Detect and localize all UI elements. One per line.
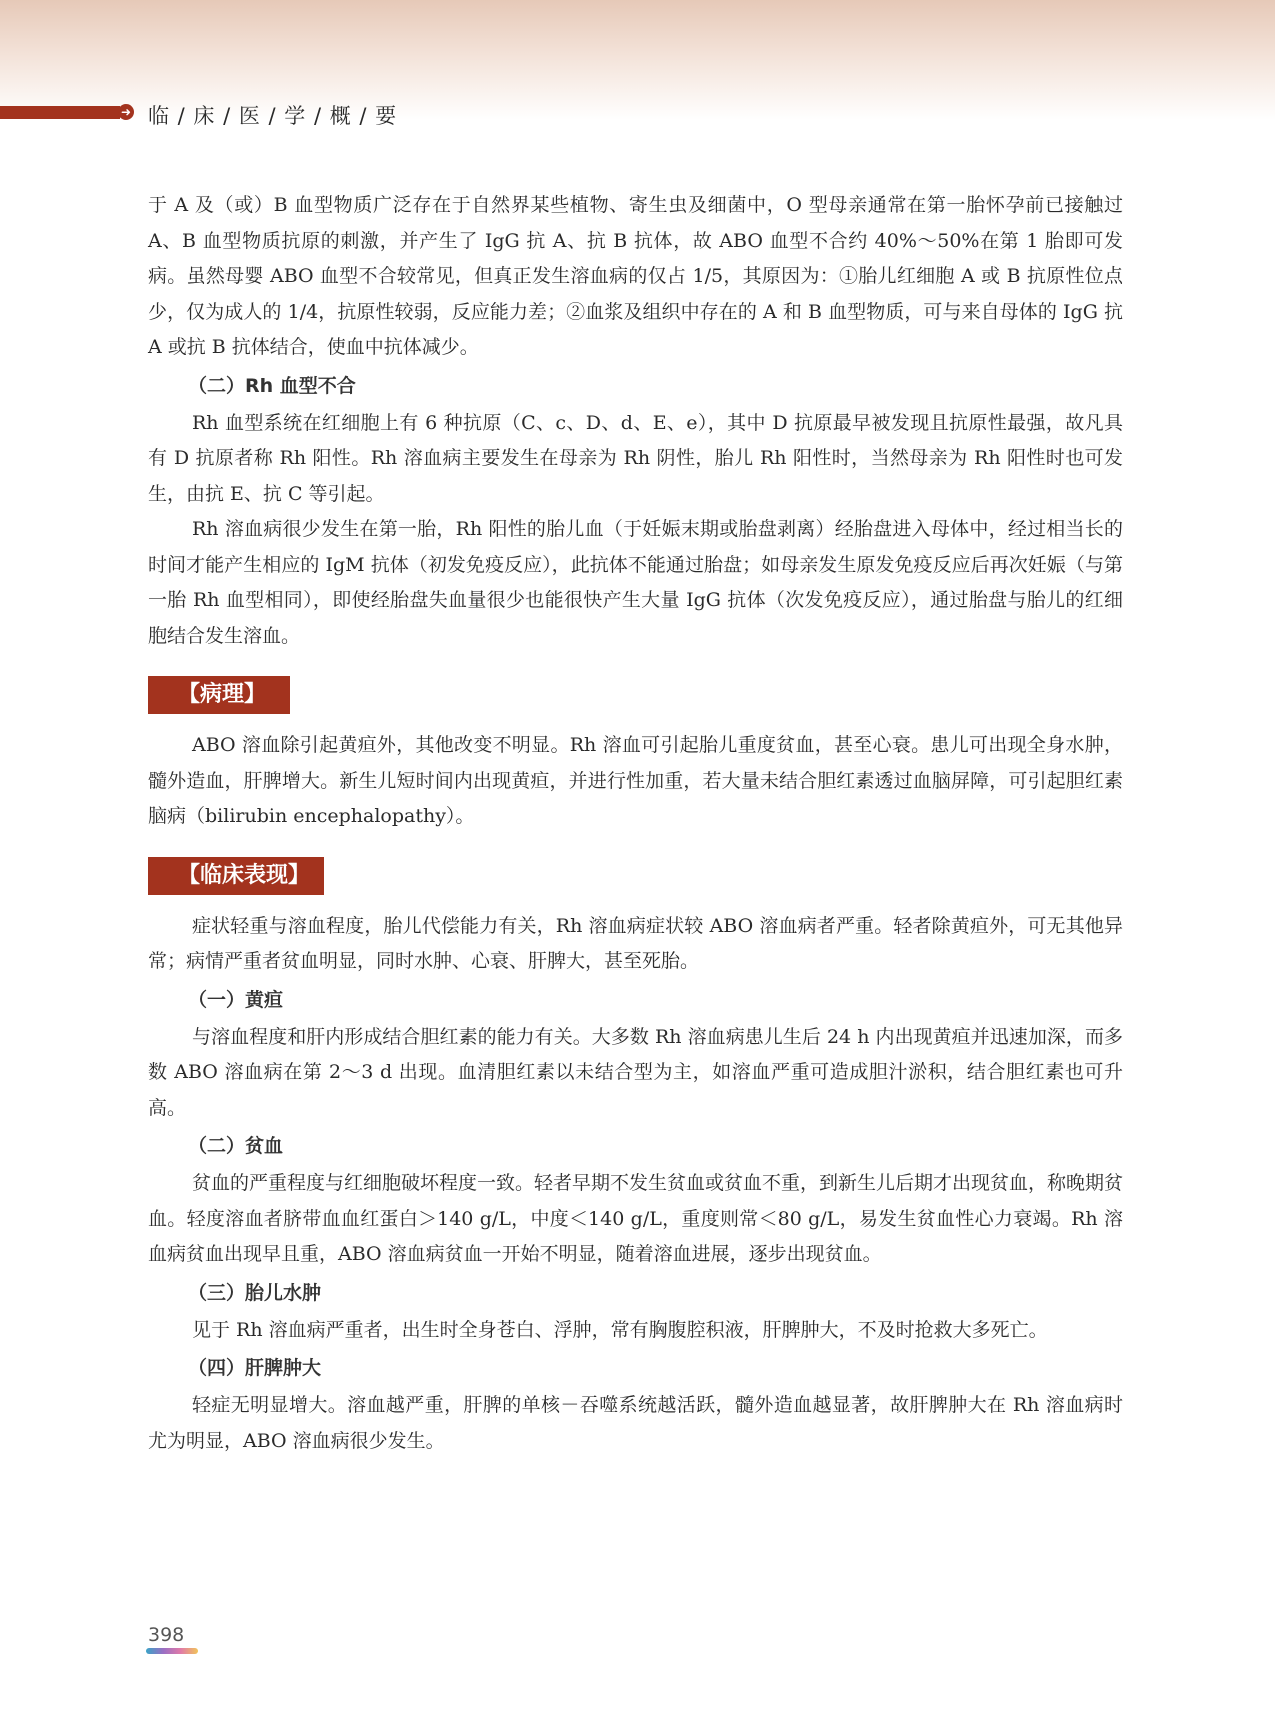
paragraph: ABO 溶血除引起黄疸外，其他改变不明显。Rh 溶血可引起胎儿重度贫血，甚至心衰。患儿可出现全身水肿，髓外造血，肝脾增大。新生儿短时间内出现黄疸，并进行性加重，若大量未结合胆红素透过血脑屏障，可引起胆红素脑病（bilirubin encephalopathy）。 <box>148 734 1123 827</box>
subheading-anemia: （二）贫血 <box>188 1135 284 1157</box>
section-heading-clinical: 【临床表现】 <box>148 857 324 895</box>
paragraph: Rh 血型系统在红细胞上有 6 种抗原（C、c、D、d、E、e），其中 D 抗原最早被发现且抗原性最强，故凡具有 D 抗原者称 Rh 阳性。Rh 溶血病主要发生在母亲为 Rh 阴性，胎儿 Rh 阳性时，当然母亲为 Rh 阳性时也可发生，由抗 E、抗 C 等引起。 <box>148 411 1123 505</box>
subheading-rh-incompatibility: （二）Rh 血型不合 <box>188 374 356 397</box>
section-heading-pathology: 【病理】 <box>148 676 290 714</box>
paragraph: 见于 Rh 溶血病严重者，出生时全身苍白、浮肿，常有胸腹腔积液，肝脾肿大，不及时抢救大多死亡。 <box>192 1318 1048 1341</box>
paragraph: 轻症无明显增大。溶血越严重，肝脾的单核－吞噬系统越活跃，髓外造血越显著，故肝脾肿大在 Rh 溶血病时尤为明显，ABO 溶血病很少发生。 <box>148 1394 1123 1452</box>
page-number-swoosh <box>146 1648 198 1654</box>
subheading-hydrops: （三）胎儿水肿 <box>188 1281 322 1304</box>
paragraph: 与溶血程度和肝内形成结合胆红素的能力有关。大多数 Rh 溶血病患儿生后 24 h 内出现黄疸并迅速加深，而多数 ABO 溶血病在第 2～3 d 出现。血清胆红素以未结合型为主，如溶血严重可造成胆汁淤积，结合胆红素也可升高。 <box>148 1025 1123 1119</box>
paragraph: 症状轻重与溶血程度，胎儿代偿能力有关，Rh 溶血病症状较 ABO 溶血病者严重。轻者除黄疸外，可无其他异常；病情严重者贫血明显，同时水肿、心衰、肝脾大，甚至死胎。 <box>148 914 1123 972</box>
paragraph: Rh 溶血病很少发生在第一胎，Rh 阳性的胎儿血（于妊娠末期或胎盘剥离）经胎盘进入母体中，经过相当长的时间才能产生相应的 IgM 抗体（初发免疫反应），此抗体不能通过胎盘；如母亲发生原发免疫反应后再次妊娠（与第一胎 Rh 血型相同），即使经胎盘失血量很少也能很快产生大量 IgG 抗体（次发免疫反应），通过胎盘与胎儿的红细胞结合发生溶血。 <box>148 518 1123 647</box>
page-number: 398 <box>148 1624 185 1646</box>
paragraph: 于 A 及（或）B 血型物质广泛存在于自然界某些植物、寄生虫及细菌中，O 型母亲通常在第一胎怀孕前已接触过 A、B 血型物质抗原的刺激，并产生了 IgG 抗 A、抗 B 抗体，故 ABO 血型不合约 40%～50%在第 1 胎即可发病。虽然母婴 ABO 血型不合较常见，但真正发生溶血病的仅占 1/5，其原因为：①胎儿红细胞 A 或 B 抗原性位点少，仅为成人的 1/4，抗原性较弱，反应能力差；②血浆及组织中存在的 A 和 B 血型物质，可与来自母体的 IgG 抗 A 或抗 B 抗体结合，使血中抗体减少。 <box>148 194 1123 358</box>
paragraph: 贫血的严重程度与红细胞破坏程度一致。轻者早期不发生贫血或贫血不重，到新生儿后期才出现贫血，称晚期贫血。轻度溶血者脐带血血红蛋白＞140 g/L，中度＜140 g/L，重度则常＜80 g/L，易发生贫血性心力衰竭。Rh 溶血病贫血出现早且重，ABO 溶血病贫血一开始不明显，随着溶血进展，逐步出现贫血。 <box>148 1172 1124 1265</box>
subheading-hepatosplenomegaly: （四）肝脾肿大 <box>188 1357 322 1379</box>
arrow-right-icon: ➜ <box>118 104 134 120</box>
header-accent-bar <box>0 106 120 119</box>
page-content <box>148 188 1123 1459</box>
book-title: 临 / 床 / 医 / 学 / 概 / 要 <box>148 104 398 128</box>
subheading-jaundice: （一）黄疸 <box>188 988 284 1011</box>
